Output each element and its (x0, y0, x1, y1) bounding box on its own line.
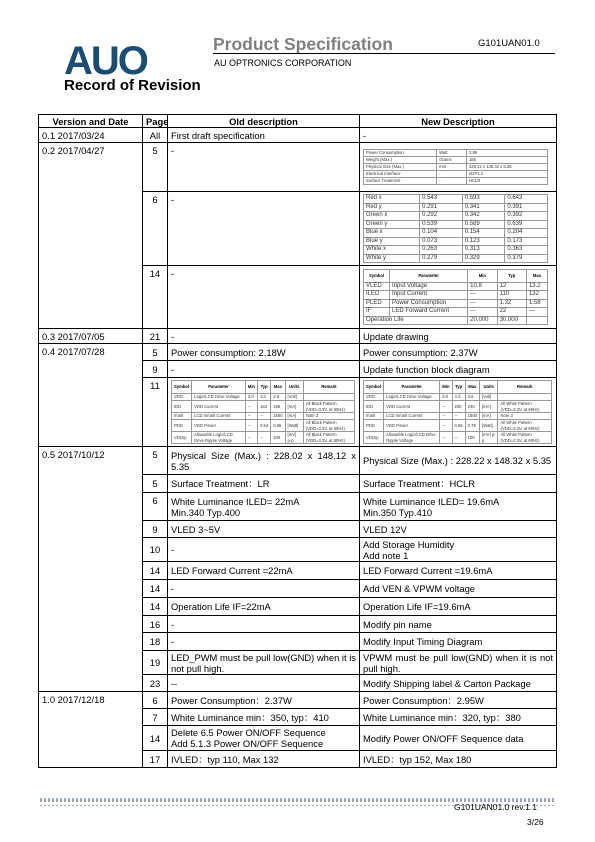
page-cell: 5 (143, 344, 168, 361)
old-cell: White Luminance min：350, typ：410 (168, 709, 360, 726)
header-page: Page (143, 115, 168, 128)
new-cell: Update function block diagram (360, 361, 557, 378)
old-cell: Power consumption: 2.18W (168, 344, 360, 361)
new-cell: Physical Size (Max.) : 228.22 x 148.32 x 5.35 (360, 447, 557, 475)
color-snippet-table: Red x 0.543 0.593 0.643 Red y 0.291 0.341 0.391 Green x 0.292 0.342 0.392 Green y 0.539 0.589 0.639 Blue x 0.104 0.154 0.204 Blue y 0.073 0.123 0.173 White x 0.263 0.313 0.363 White y 0.279 0.329 0.379 (363, 194, 548, 263)
page-cell: 11 (143, 378, 168, 447)
page-cell: 23 (143, 675, 168, 692)
page-cell: 21 (143, 329, 168, 344)
spec-snippet-table: Power Consumption Watt 2.95 Weight (Max.) Grams 185 Physical Size (Max.) mm 228.22 x 148.32 x 5.35 Electrical Interface - eDP1.2 Surface Treatment - HCLR (363, 149, 548, 185)
new-cell: Modify Power ON/OFF Sequence data (360, 726, 557, 751)
new-cell-image (360, 266, 557, 329)
page-cell: 18 (143, 633, 168, 651)
old-cell: Physical Size (Max.) : 228.02 x 148.12 x 5.35 (168, 447, 360, 475)
company-name: AU OPTRONICS CORPORATION (214, 58, 352, 68)
old-cell: Power Consumption：2.37W (168, 692, 360, 709)
header-old: Old description (168, 115, 360, 128)
page-cell: 14 (143, 266, 168, 329)
page-cell: 19 (143, 651, 168, 675)
old-cell-image (168, 378, 360, 447)
new-cell: White Luminance ILED= 19.6mA Min.350 Typ.410 (360, 493, 557, 521)
new-cell: Update drawing (360, 329, 557, 344)
new-cell: VLED 12V (360, 521, 557, 538)
header-new: New Description (360, 115, 557, 128)
page-cell: 9 (143, 521, 168, 538)
new-cell: Operation Life IF=19.6mA (360, 598, 557, 616)
old-cell: - (168, 192, 360, 266)
page-cell: 14 (143, 562, 168, 580)
new-cell: Surface Treatment：HCLR (360, 475, 557, 493)
page-cell: 16 (143, 616, 168, 633)
page-cell: 5 (143, 143, 168, 192)
page-cell: 14 (143, 726, 168, 751)
page-cell: 6 (143, 192, 168, 266)
new-cell-image (360, 143, 557, 192)
revision-table (38, 114, 557, 768)
old-cell: - (168, 616, 360, 633)
page-cell: 5 (143, 475, 168, 493)
old-cell: IVLED：typ 110, Max 132 (168, 751, 360, 768)
page-cell: 6 (143, 493, 168, 521)
table-row (39, 692, 557, 709)
header-version: Version and Date (39, 115, 143, 128)
new-cell: Modify pin name (360, 616, 557, 633)
version-cell: 1.0 2017/12/18 (39, 692, 143, 768)
table-header-row (39, 115, 557, 128)
document-number: G101UAN01.0 (478, 38, 540, 49)
version-cell: 0.2 2017/04/27 (39, 143, 143, 329)
table-row (39, 128, 557, 143)
new-cell: IVLED：typ 152, Max 180 (360, 751, 557, 768)
svg-text:AUO: AUO (64, 39, 147, 78)
old-cell: Operation Life IF=22mA (168, 598, 360, 616)
old-cell: - (168, 633, 360, 651)
new-cell: Power Consumption：2.95W (360, 692, 557, 709)
old-cell: - (168, 361, 360, 378)
old-cell: Delete 6.5 Power ON/OFF Sequence Add 5.1.3 Power ON/OFF Sequence (168, 726, 360, 751)
page-cell: 17 (143, 751, 168, 768)
electrical-old-snippet: Symbol Parameter Min Typ Max Units Remark VDD Logic/LCD Drive Voltage 3.0 3.3 3.6 [Volt] IDD VDD Current -- 163 196 [mA] All Black Pattern (VDD=3.3V, at 60Hz) Irush LCD Inrush Current -- -- 1500 [mA] Note 3 PDD VDD Power -- 0.54 0.65 [Watt] All Black Pattern (VDD=3.3V, at 60Hz) VDDrp Allowable Logic/LCD Drive Ripple Voltage -- -- 100 [mV] p-p All Black Pattern (VDD=3.3V, at 60Hz) (171, 380, 355, 444)
page-cell: 6 (143, 692, 168, 709)
version-cell: 0.5 2017/10/12 (39, 447, 143, 692)
page-cell: 14 (143, 598, 168, 616)
old-cell: Surface Treatment：LR (168, 475, 360, 493)
version-cell: 0.4 2017/07/28 (39, 344, 143, 447)
page-cell: 10 (143, 538, 168, 562)
table-row (39, 329, 557, 344)
page-cell: All (143, 128, 168, 143)
section-title: Record of Revision (64, 77, 201, 94)
old-cell: - (168, 580, 360, 598)
header-divider (213, 53, 555, 54)
new-cell-image (360, 192, 557, 266)
page-cell: 7 (143, 709, 168, 726)
page-cell: 14 (143, 580, 168, 598)
auo-logo (64, 32, 171, 78)
old-cell: - (168, 266, 360, 329)
new-cell-image (360, 378, 557, 447)
old-cell: -- (168, 675, 360, 692)
old-cell: First draft specification (168, 128, 360, 143)
new-cell: LED Forward Current =19.6mA (360, 562, 557, 580)
electrical-new-snippet: Symbol Parameter Min Typ Max Units Remark VDD Logic/LCD Drive Voltage 3.0 3.3 3.6 [Volt] IDD VDD Current -- 200 240 [mA] All White Pattern (VDD=3.3V, at 60Hz) Irush LCD Inrush Current -- -- 1500 [mA] Note 3 PDD VDD Power -- 0.66 0.79 [Watt] All White Pattern (VDD=3.3V, at 60Hz) VDDrp Allowable Logic/LCD Drive Ripple Voltage -- -- 100 [mV] p-p All White Pattern (VDD=3.3V, at 60Hz) (363, 380, 552, 444)
new-cell: Modify Shipping label & Carton Package (360, 675, 557, 692)
table-row (39, 447, 557, 475)
product-title: Product Specification (213, 34, 393, 54)
old-cell: - (168, 143, 360, 192)
old-cell: LED_PWM must be pull low(GND) when it is not pull high. (168, 651, 360, 675)
new-cell: Power consumption: 2.37W (360, 344, 557, 361)
new-cell: VPWM must be pull low(GND) when it is not pull high. (360, 651, 557, 675)
old-cell: LED Forward Current =22mA (168, 562, 360, 580)
new-cell: White Luminance min：320, typ：380 (360, 709, 557, 726)
old-cell: - (168, 538, 360, 562)
version-cell: 0.3 2017/07/05 (39, 329, 143, 344)
new-cell: Add VEN & VPWM voltage (360, 580, 557, 598)
new-cell: Add Storage Humidity Add note 1 (360, 538, 557, 562)
page-number: 3/26 (527, 817, 544, 827)
page-cell: 9 (143, 361, 168, 378)
table-row (39, 344, 557, 361)
version-cell: 0.1 2017/03/24 (39, 128, 143, 143)
footer-doc-revision: G101UAN01.0 rev.1.1 (454, 802, 537, 812)
old-cell: - (168, 329, 360, 344)
old-cell: VLED 3~5V (168, 521, 360, 538)
led-snippet-table: Symbol Parameter Min Typ Max VLED Input Voltage 10.8 12 13.2 ILED Input Current --- 110 132 PLED Power Consumption --- 1.32 1.58 IF LED Forward Current --- 22 --- Operation Life 20,000 30,000 (363, 269, 548, 326)
new-cell: Modify Input Timing Diagram (360, 633, 557, 651)
page-cell: 5 (143, 447, 168, 475)
table-row (39, 143, 557, 192)
old-cell: White Luminance ILED= 22mA Min.340 Typ.400 (168, 493, 360, 521)
new-cell: - (360, 128, 557, 143)
